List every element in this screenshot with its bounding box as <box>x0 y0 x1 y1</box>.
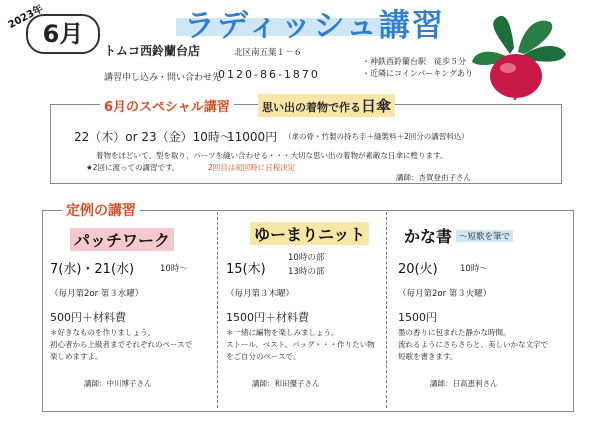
column-divider <box>386 212 387 408</box>
patchwork-note2: 初心者から上級者までそれぞれのペースで <box>50 340 193 349</box>
special-date: 22（木）or 23（金）10時～ <box>74 130 232 144</box>
radish-illustration <box>466 14 570 100</box>
patchwork-title: パッチワーク <box>70 228 174 251</box>
special-subtitle-text: 思い出の着物で作る <box>262 101 361 114</box>
station-info: ・神鉄西鈴蘭台駅 徒歩５分 <box>362 57 466 66</box>
year-label: 2023年 <box>6 3 46 32</box>
patchwork-time: 10時～ <box>160 264 188 274</box>
store-address: 北区南五葉１－６ <box>234 48 303 58</box>
knit-instructor: 講師：和田優子さん <box>252 379 320 388</box>
kana-schedule: 20(火) <box>398 262 438 277</box>
special-description: 着物をほどいて、型を取り、パーツを縫い合わせる・・・大切な思い出の着物が素敵な日傘に甦ります。 <box>96 151 448 160</box>
kana-note2: 流れるようにさらさらと、美しいかな文字で <box>398 340 548 349</box>
special-price: 11000円 <box>227 130 278 144</box>
knit-note2: ストール、ベスト、バッグ・・・作りたい物 <box>226 340 375 349</box>
special-note-a: ★2回に渡っての講習です。 <box>86 163 180 172</box>
knit-time2: 13時の部 <box>288 267 325 277</box>
kana-note3: 短歌を書きます。 <box>398 352 458 361</box>
special-price-note: （傘の骨・竹製の持ち手＋縫製料＋2回分の講習料込） <box>284 132 469 141</box>
kana-title: かな書 <box>404 227 453 246</box>
patchwork-note1: ＊好きなものを作りましょう。 <box>50 328 155 337</box>
knit-price: 1500円＋材料費 <box>226 311 309 324</box>
page-title: ラディッシュ講習 <box>184 8 445 44</box>
contact-label: 講習申し込み・問い合わせ先 <box>104 73 222 83</box>
store-name: トムコ西鈴蘭台店 <box>104 44 201 58</box>
kana-note1: 墨の香りに包まれた静かな時間。 <box>398 328 511 337</box>
patchwork-instructor: 講師：中川博子さん <box>84 379 152 388</box>
knit-time1: 10時の部 <box>288 253 325 263</box>
patchwork-schedule: 7(水)・21(水) <box>50 262 135 277</box>
kana-weekly: （毎月第2or 第３火曜） <box>398 289 492 299</box>
knit-note3: をご自分のペースで。 <box>226 352 301 361</box>
special-heading: 6月のスペシャル講習 <box>100 96 234 115</box>
kana-instructor: 講師：日高恵利さん <box>430 379 498 388</box>
patchwork-note3: 楽しめますよ。 <box>50 352 103 361</box>
phone-number: 0120-86-1870 <box>218 68 320 81</box>
knit-note1: ＊一緒に編物を楽しみましょう。 <box>226 328 339 337</box>
knit-weekly: （毎月第３木曜） <box>226 289 295 299</box>
patchwork-weekly: （毎月第2or 第３水曜） <box>50 289 144 299</box>
month-badge: 6月 <box>26 14 100 54</box>
special-subtitle-big: 日傘 <box>361 97 392 115</box>
knit-schedule: 15(木) <box>226 262 266 277</box>
patchwork-price: 500円＋材料費 <box>50 311 126 324</box>
kana-price: 1500円 <box>398 311 437 324</box>
kana-subtitle: ～短歌を筆で <box>456 230 513 242</box>
special-subtitle <box>258 94 395 117</box>
special-instructor: 講師：杏賀登由子さん <box>396 173 471 182</box>
special-note-b: 2回目は初回時に日程決定 <box>208 163 296 172</box>
knit-title: ゆーまりニット <box>250 222 369 245</box>
kana-time: 10時～ <box>460 264 488 274</box>
column-divider <box>217 212 218 408</box>
parking-info: ・近隣にコインパーキングあり <box>362 69 473 78</box>
regular-heading: 定例の講習 <box>62 200 140 220</box>
